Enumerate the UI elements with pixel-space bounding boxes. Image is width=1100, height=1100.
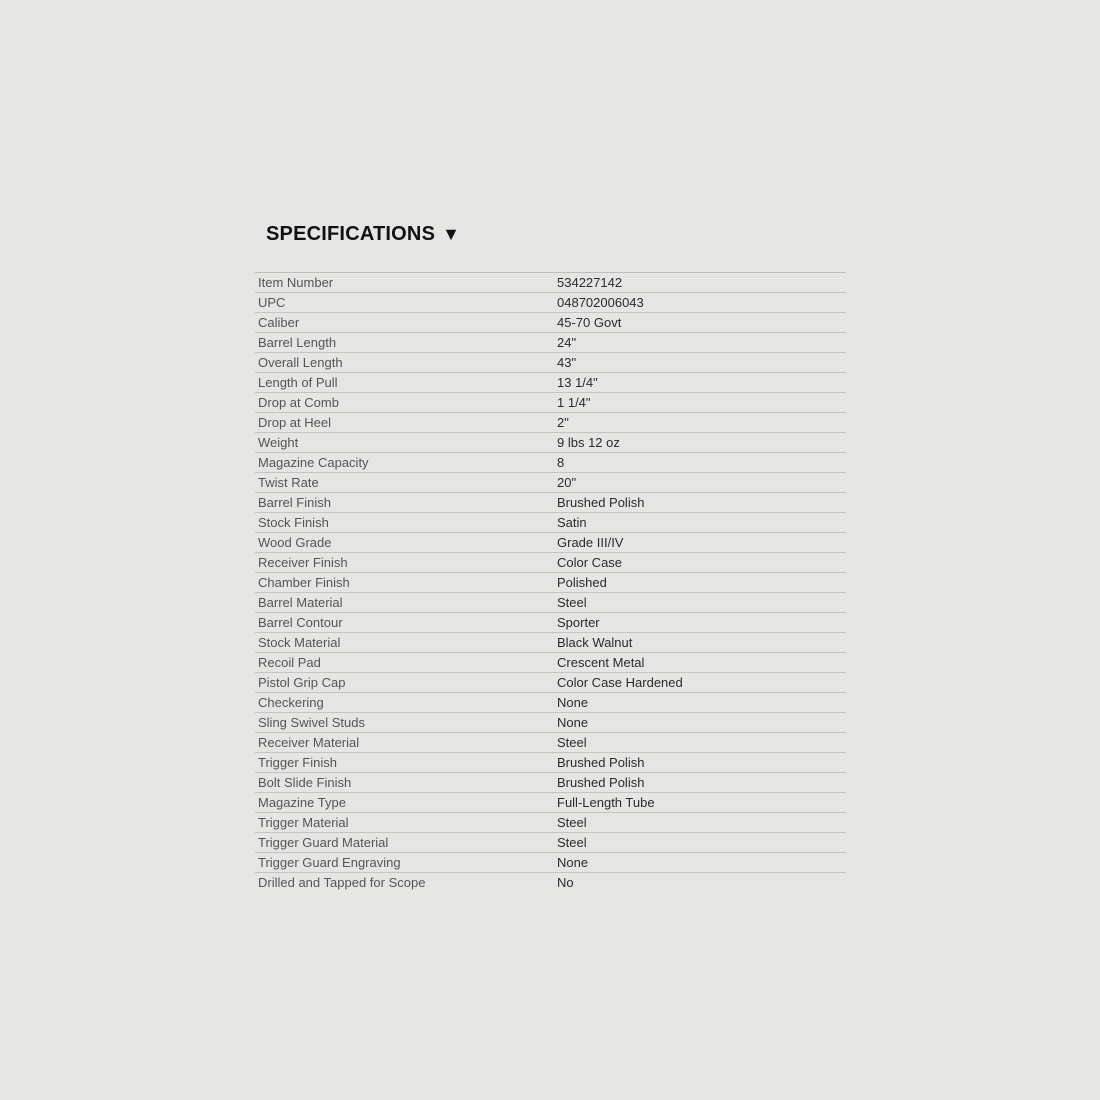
spec-label: Caliber	[258, 315, 300, 330]
spec-value: Black Walnut	[557, 635, 633, 650]
spec-value: Full-Length Tube	[557, 795, 655, 810]
spec-row	[255, 813, 846, 833]
spec-label: Drop at Heel	[258, 415, 331, 430]
spec-row	[255, 833, 846, 853]
spec-value: 8	[557, 455, 565, 470]
spec-value: 13 1/4"	[557, 375, 598, 390]
spec-label: Drilled and Tapped for Scope	[258, 875, 426, 890]
specifications-title: SPECIFICATIONS	[266, 222, 436, 245]
spec-value: Brushed Polish	[557, 755, 645, 770]
specifications-table	[255, 272, 846, 892]
spec-label: Barrel Length	[258, 335, 337, 350]
spec-row	[255, 673, 846, 693]
spec-row	[255, 773, 846, 793]
spec-row	[255, 853, 846, 873]
spec-label: Barrel Material	[258, 595, 343, 610]
spec-value: Steel	[557, 595, 587, 610]
spec-value: None	[557, 855, 589, 870]
spec-label: Recoil Pad	[258, 655, 321, 670]
spec-row	[255, 353, 846, 373]
specifications-toggle[interactable]	[255, 218, 846, 250]
spec-value: 20"	[557, 475, 577, 490]
spec-value: Steel	[557, 815, 587, 830]
spec-label: Length of Pull	[258, 375, 338, 390]
spec-row	[255, 293, 846, 313]
spec-label: Magazine Capacity	[258, 455, 369, 470]
spec-value: Brushed Polish	[557, 495, 645, 510]
spec-row	[255, 313, 846, 333]
spec-value: 45-70 Govt	[557, 315, 622, 330]
spec-value: Steel	[557, 735, 587, 750]
spec-row	[255, 713, 846, 733]
spec-label: Item Number	[258, 275, 334, 290]
spec-label: Trigger Finish	[258, 755, 337, 770]
spec-value: Color Case	[557, 555, 623, 570]
spec-value: Steel	[557, 835, 587, 850]
spec-value: Crescent Metal	[557, 655, 645, 670]
spec-row	[255, 533, 846, 553]
spec-value: 534227142	[557, 275, 623, 290]
spec-value: Color Case Hardened	[557, 675, 683, 690]
spec-row	[255, 793, 846, 813]
spec-value: Brushed Polish	[557, 775, 645, 790]
spec-value: None	[557, 695, 589, 710]
spec-value: 24"	[557, 335, 577, 350]
spec-label: Drop at Comb	[258, 395, 339, 410]
spec-label: Magazine Type	[258, 795, 346, 810]
spec-label: Receiver Finish	[258, 555, 348, 570]
spec-label: Bolt Slide Finish	[258, 775, 352, 790]
spec-value: No	[557, 875, 574, 890]
spec-label: Barrel Finish	[258, 495, 331, 510]
spec-row	[255, 433, 846, 453]
spec-label: Trigger Material	[258, 815, 349, 830]
spec-row	[255, 573, 846, 593]
spec-row	[255, 693, 846, 713]
spec-row	[255, 633, 846, 653]
spec-row	[255, 733, 846, 753]
spec-row	[255, 553, 846, 573]
spec-row	[255, 373, 846, 393]
spec-label: Receiver Material	[258, 735, 360, 750]
spec-value: None	[557, 715, 589, 730]
spec-label: Pistol Grip Cap	[258, 675, 346, 690]
spec-row	[255, 873, 846, 893]
spec-row	[255, 453, 846, 473]
spec-label: Overall Length	[258, 355, 343, 370]
spec-label: Wood Grade	[258, 535, 332, 550]
spec-value: Sporter	[557, 615, 600, 630]
spec-label: Sling Swivel Studs	[258, 715, 365, 730]
spec-label: Barrel Contour	[258, 615, 343, 630]
spec-value: 048702006043	[557, 295, 644, 310]
spec-row	[255, 333, 846, 353]
spec-label: Chamber Finish	[258, 575, 350, 590]
spec-value: Polished	[557, 575, 607, 590]
spec-label: Checkering	[258, 695, 324, 710]
spec-row	[255, 593, 846, 613]
spec-label: Twist Rate	[258, 475, 319, 490]
spec-row	[255, 273, 846, 293]
spec-value: 1 1/4"	[557, 395, 591, 410]
spec-value: Satin	[557, 515, 587, 530]
spec-value: 43"	[557, 355, 577, 370]
spec-label: Weight	[258, 435, 299, 450]
spec-value: Grade III/IV	[557, 535, 624, 550]
spec-row	[255, 613, 846, 633]
spec-label: Trigger Guard Engraving	[258, 855, 401, 870]
specifications-section	[255, 218, 846, 892]
triangle-down-icon: ▼	[442, 224, 460, 244]
spec-row	[255, 413, 846, 433]
spec-label: Stock Material	[258, 635, 341, 650]
spec-row	[255, 753, 846, 773]
spec-row	[255, 653, 846, 673]
spec-row	[255, 493, 846, 513]
spec-value: 9 lbs 12 oz	[557, 435, 620, 450]
spec-value: 2"	[557, 415, 569, 430]
spec-label: Stock Finish	[258, 515, 329, 530]
spec-row	[255, 513, 846, 533]
spec-label: UPC	[258, 295, 286, 310]
spec-row	[255, 393, 846, 413]
spec-label: Trigger Guard Material	[258, 835, 389, 850]
spec-row	[255, 473, 846, 493]
specifications-table-body	[255, 273, 846, 893]
